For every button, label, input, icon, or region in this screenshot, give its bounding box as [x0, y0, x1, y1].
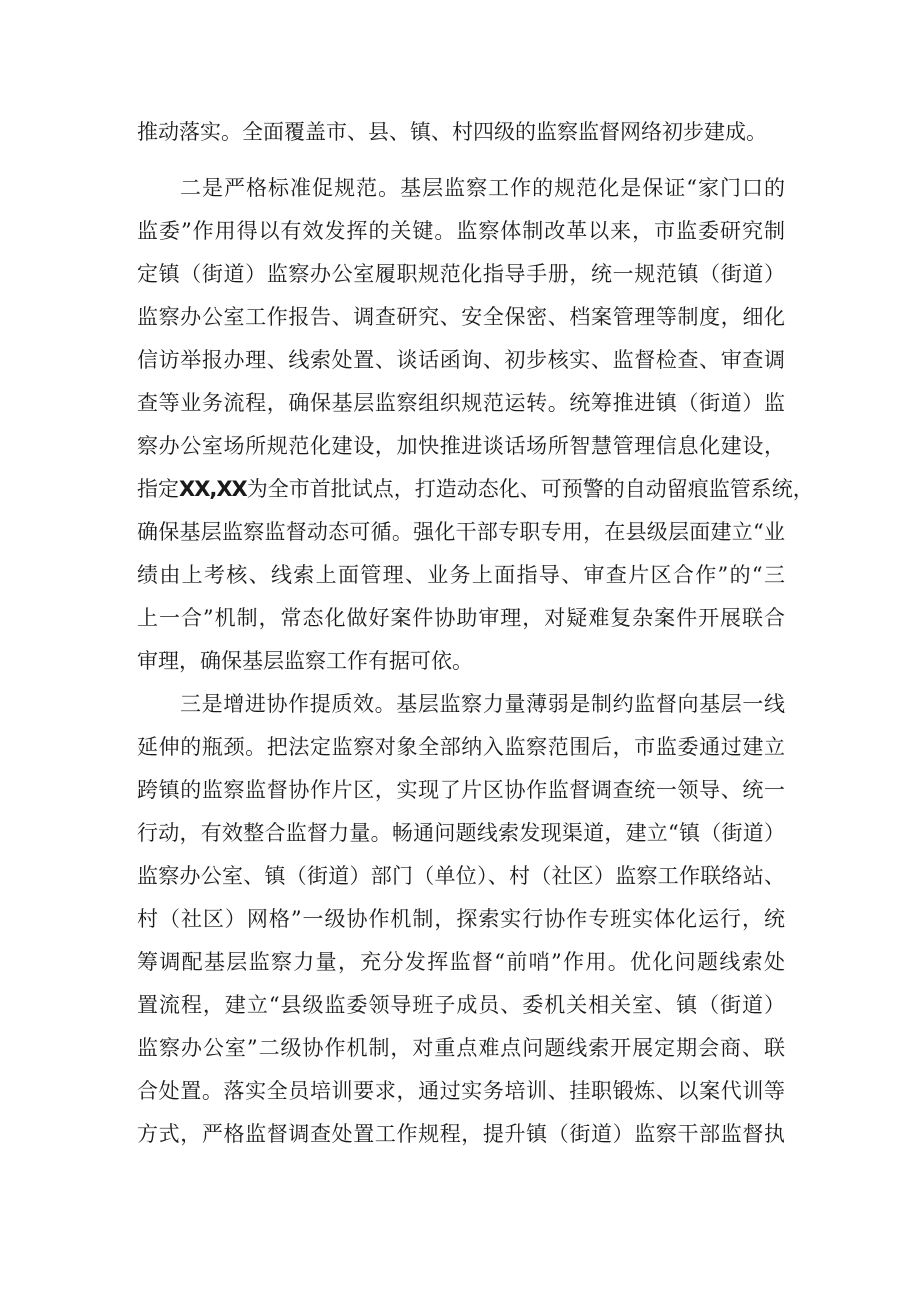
placeholder-bold: XX,XX	[179, 477, 247, 501]
text-line: 察办公室场所规范化建设，加快推进谈话场所智慧管理信息化建设，	[137, 434, 785, 458]
text-line: 置流程，建立“县级监委领导班子成员、委机关相关室、镇（街道）	[137, 993, 785, 1017]
text-line: 审理，确保基层监察工作有据可依。	[137, 649, 473, 673]
text-line: 查等业务流程，确保基层监察组织规范运转。统筹推进镇（街道）监	[137, 391, 785, 415]
text-line-with-bold	[137, 475, 814, 503]
text-line: 合处置。落实全员培训要求，通过实务培训、挂职锻炼、以案代训等	[137, 1079, 785, 1103]
text-line: 确保基层监察监督动态可循。强化干部专职专用，在县级层面建立“业	[137, 520, 785, 544]
text-line: 方式，严格监督调查处置工作规程，提升镇（街道）监察干部监督执	[137, 1122, 785, 1146]
text-line: 村（社区）网格”一级协作机制，探索实行协作专班实体化运行，统	[137, 907, 785, 931]
text-line: 行动，有效整合监督力量。畅通问题线索发现渠道，建立“镇（街道）	[137, 821, 785, 845]
text-line: 信访举报办理、线索处置、谈话函询、初步核实、监督检查、审查调	[137, 348, 785, 372]
paragraph-start-line: 三是增进协作提质效。基层监察力量薄弱是制约监督向基层一线	[180, 692, 785, 716]
text-line: 监察办公室、镇（街道）部门（单位）、村（社区）监察工作联络站、	[137, 864, 785, 888]
text-line: 推动落实。全面覆盖市、县、镇、村四级的监察监督网络初步建成。	[137, 120, 767, 144]
text-line: 上一合”机制，常态化做好案件协助审理，对疑难复杂案件开展联合	[137, 606, 785, 630]
text-line: 定镇（街道）监察办公室履职规范化指导手册，统一规范镇（街道）	[137, 262, 785, 286]
text-segment: 为全市首批试点，打造动态化、可预警的自动留痕监管系统，	[246, 477, 814, 501]
paragraph-start-line: 二是严格标准促规范。基层监察工作的规范化是保证“家门口的	[180, 176, 785, 200]
text-line: 监委”作用得以有效发挥的关键。监察体制改革以来，市监委研究制	[137, 219, 785, 243]
text-line: 跨镇的监察监督协作片区，实现了片区协作监督调查统一领导、统一	[137, 778, 785, 802]
text-segment: 指定	[137, 477, 179, 501]
text-line: 监察办公室工作报告、调查研究、安全保密、档案管理等制度，细化	[137, 305, 785, 329]
text-line: 筹调配基层监察力量，充分发挥监督“前哨”作用。优化问题线索处	[137, 950, 785, 974]
text-line: 延伸的瓶颈。把法定监察对象全部纳入监察范围后，市监委通过建立	[137, 735, 785, 759]
text-line: 绩由上考核、线索上面管理、业务上面指导、审查片区合作”的“三	[137, 563, 785, 587]
text-line: 监察办公室”二级协作机制，对重点难点问题线索开展定期会商、联	[137, 1036, 785, 1060]
